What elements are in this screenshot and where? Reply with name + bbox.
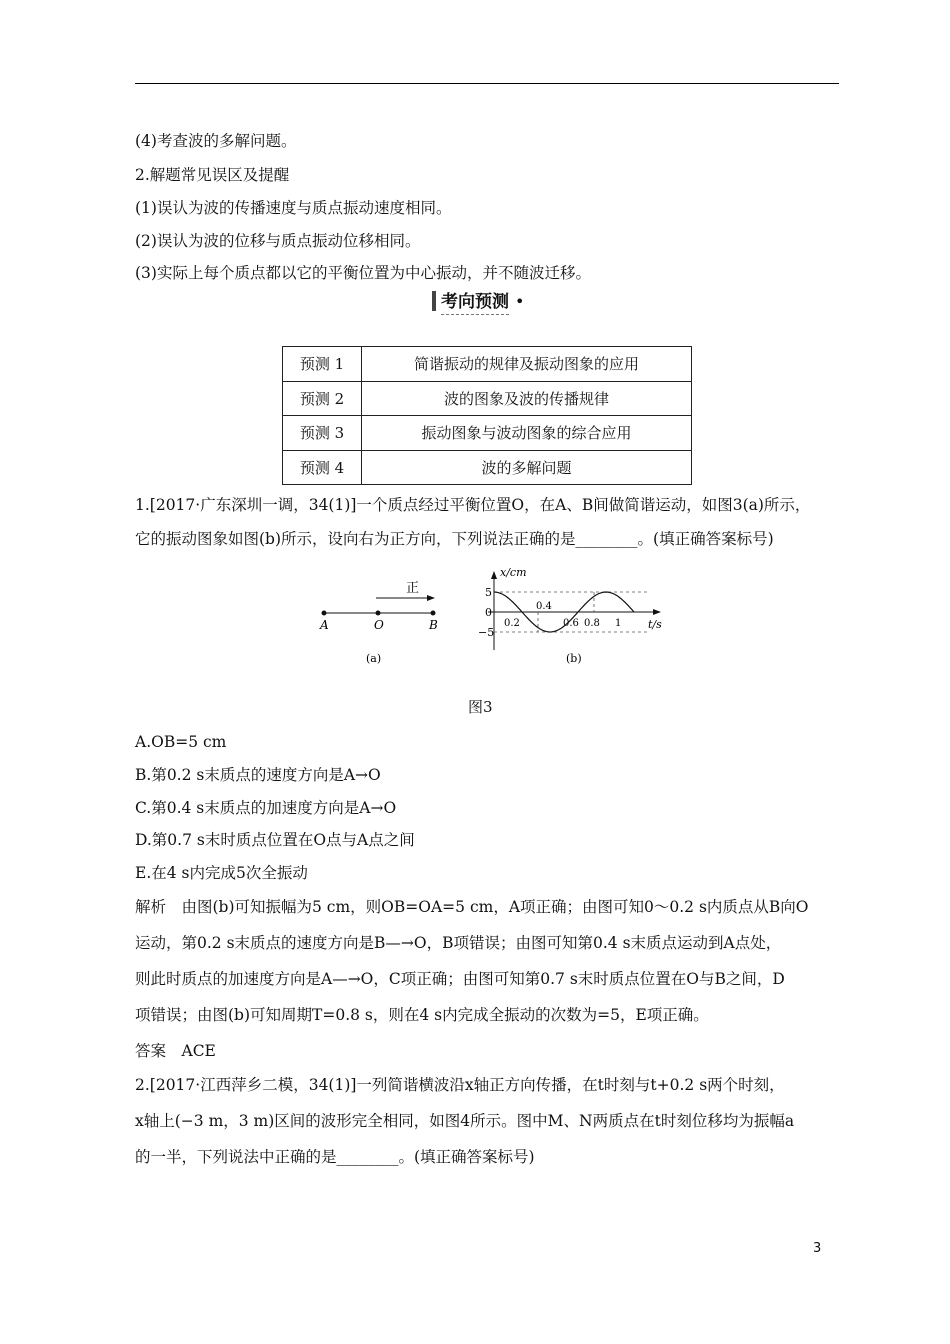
text-line: (4)考查波的多解问题。 (135, 132, 297, 150)
figure-3 (310, 566, 670, 676)
section-dot: • (515, 291, 525, 311)
table-cell-label: 预测 3 (283, 416, 362, 451)
question-1-stem: 1.[2017·广东深圳一调，34(1)]一个质点经过平衡位置O，在A、B间做简谐运动，如图3(a)所示， (135, 496, 811, 514)
text-line: (1)误认为波的传播速度与质点振动速度相同。 (135, 199, 452, 217)
option-a: A.OB=5 cm (135, 733, 227, 751)
table-row (283, 416, 692, 451)
analysis-line: 运动，第0.2 s末质点的速度方向是B—→O，B项错误；由图可知第0.4 s末质点运动到A点处， (135, 934, 782, 952)
question-1-stem: 它的振动图象如图(b)所示，设向右为正方向，下列说法正确的是________。(填正确答案标号) (135, 530, 774, 548)
table-cell-topic: 振动图象与波动图象的综合应用 (362, 416, 692, 451)
analysis-line: 项错误；由图(b)可知周期T=0.8 s，则在4 s内完成全振动的次数为=5，E项正确。 (135, 1006, 709, 1024)
option-e: E.在4 s内完成5次全振动 (135, 864, 308, 882)
question-2-stem: 的一半，下列说法中正确的是________。(填正确答案标号) (135, 1148, 535, 1166)
caption-b: (b) (566, 652, 582, 665)
x-tick: 1 (615, 618, 622, 629)
text-line: (3)实际上每个质点都以它的平衡位置为中心振动，并不随波迁移。 (135, 264, 591, 282)
point-A (322, 611, 327, 616)
analysis-line: 则此时质点的加速度方向是A—→O，C项正确；由图可知第0.7 s末时质点位置在O与B之间，D (135, 970, 785, 988)
section-bar (432, 291, 436, 311)
header-rule (135, 83, 839, 84)
table-cell-label: 预测 4 (283, 450, 362, 485)
option-d: D.第0.7 s末时质点位置在O点与A点之间 (135, 831, 415, 849)
label-B: B (429, 618, 438, 632)
answer-line: 答案 ACE (135, 1042, 216, 1060)
question-2-stem: x轴上(−3 m，3 m)区间的波形完全相同，如图4所示。图中M、N两质点在t时刻位移均为振幅a (135, 1112, 795, 1130)
y-tick: −5 (478, 626, 495, 639)
text-line: 2.解题常见误区及提醒 (135, 166, 290, 184)
question-2-stem: 2.[2017·江西萍乡二模，34(1)]一列简谐横波沿x轴正方向传播，在t时刻与t+0.2 s两个时刻， (135, 1076, 785, 1094)
section-title-text: 考向预测 (441, 287, 509, 315)
analysis-line: 解析 由图(b)可知振幅为5 cm，则OB=OA=5 cm，A项正确；由图可知0～0.2 s内质点从B向O (135, 898, 809, 916)
y-tick: 0 (485, 606, 492, 619)
table-cell-label: 预测 2 (283, 381, 362, 416)
section-title (432, 288, 524, 314)
table-cell-topic: 波的图象及波的传播规律 (362, 381, 692, 416)
x-tick: 0.2 (504, 618, 520, 629)
point-O (376, 611, 381, 616)
page-number: 3 (813, 1241, 822, 1256)
table-row (283, 450, 692, 485)
x-tick: 0.4 (536, 601, 552, 612)
table-row (283, 381, 692, 416)
point-B (431, 611, 436, 616)
figure-caption: 图3 (468, 698, 493, 716)
x-tick: 0.6 (563, 618, 579, 629)
label-O: O (374, 618, 384, 632)
text-line: (2)误认为波的位移与质点振动位移相同。 (135, 232, 421, 250)
table-cell-topic: 波的多解问题 (362, 450, 692, 485)
arrow-label: 正 (406, 581, 420, 596)
option-c: C.第0.4 s末质点的加速度方向是A→O (135, 799, 397, 817)
y-axis-label: x/cm (500, 566, 527, 579)
y-tick: 5 (485, 586, 492, 599)
label-A: A (320, 618, 329, 632)
table-cell-topic: 简谐振动的规律及振动图象的应用 (362, 347, 692, 382)
prediction-table (282, 346, 692, 485)
figure-3a (319, 581, 438, 665)
table-cell-label: 预测 1 (283, 347, 362, 382)
caption-a: (a) (366, 652, 382, 665)
option-b: B.第0.2 s末质点的速度方向是A→O (135, 766, 381, 784)
x-axis-label: t/s (648, 618, 662, 631)
table-row (283, 347, 692, 382)
figure-3b (478, 566, 662, 665)
x-tick: 0.8 (584, 618, 600, 629)
